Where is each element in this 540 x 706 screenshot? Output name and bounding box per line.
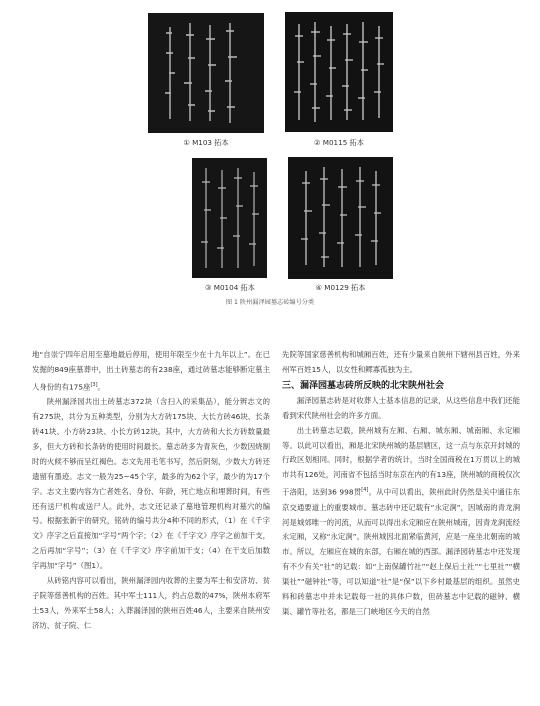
rubbing-texture — [148, 13, 264, 133]
rubbing-texture — [288, 157, 393, 279]
footnote-ref: [4] — [361, 487, 369, 494]
paragraph: 先院等国家慈善机构和城厢百姓，还有少量来自陕州下辖州县百姓，外来州军百姓15人，以女性和鳏寡孤独为主。 — [282, 350, 520, 374]
paragraph-text: 。从中可以看出，陕州此时仍然是关中通往东京交通要道上的重要城市。墓志砖中还记载有“永定涧”，因城南的青龙涧河是城郊唯一的河流，从而可以得出永定厢应在陕州城南，因青龙涧流经永定厢，又称“永定涧”。陕州城因北面紧临黄河，应是一座坐北朝南的城市。所以，左厢应在城的东部，右厢在城的西部。漏泽园砖墓志中还发现有不少有关“社”的记载：如“上南保罐竹社”“赵上保后土社”“七里社”“横渠社”“磁钟社”等，可以知道“社”是“保”以下乡村最基层的组织。虽然史料和砖墓志中并未记载每一社的具体户数，但砖墓志中记载的磁钟、横渠、罐竹等社名，都是三门峡地区今天的自然 — [282, 487, 520, 616]
figure-caption-1: ① M103 拓本 — [183, 138, 229, 147]
paragraph: 从砖铭内容可以看出，陕州漏泽园内收葬的主要为军士和安济坊、贫子院等慈善机构的百姓。其中军士111人，约占总数的47%，陕州本府军士53人，外来军士58人；入葬漏泽园的陕州百姓46人，主要来自陕州安济坊、贫子院、仁 — [32, 576, 270, 630]
figure-caption-2: ② M0115 拓本 — [314, 138, 364, 147]
paragraph: 地“自崇宁四年启用至墓地最后停用，使用年限至少在十九年以上”。在已发掘的849座墓葬中，出土砖墓志的有238座，通过砖墓志能够断定墓主人身份的有175座[3]。 — [32, 350, 270, 392]
paragraph-text: 出土砖墓志记载，陕州城有左厢、右厢、城东厢、城南厢、永定厢等。以此可以看出，厢是北宋陕州城的基层辖区，这一点与东京开封城的行政区划相同。同时，根据学者的统计，当时全国商税在1万贯以上的城市共有126处，河南省不包括当时东京在内的有13座，陕州城的商税仅次于洛阳，达到36 998贯 — [282, 425, 520, 497]
paragraph: 陕州漏泽园共出土砖墓志372块（含扫入的采集品），能分辨志文的有275块，共分为五种类型，分别为大方砖175块、大长方砖46块、长条砖41块、小方砖23块、小长方砖12块。其中，大方砖和大长方砖数量最多，但大方砖和长条砖的使用时间最长。墓志砖多为青灰色，少数因烧制时的火候不够而呈红褐色。志文先用毛笔书写，然后阴刻，少数大方砖还遗留有墨迹。志文一般为25~45个字，最多的为62个字，最少的为17个字。志文主要内容为亡者姓名、身份、年龄，死亡地点和埋葬时间，有些还有送尸机构或送尸人。此外，志文还记录了墓地管理机构对墓穴的编号。根据张新宇的研究，铭砖的编号共分4种不同的形式，（1）在《千字文》序字之后直接加“字号”两个字；（2）在《千字文》序字之前加干支，之后再加“字号”；（3）在《千字文》序字前加干支；（4）在干支后加数字再加“字号”（图1）。 — [32, 397, 270, 571]
paragraph-text: 地“自崇宁四年启用至墓地最后停用，使用年限至少在十九年以上”。在已发掘的849座墓葬中，出土砖墓志的有238座，通过砖墓志能够断定墓主人身份的有175座 — [32, 350, 270, 392]
figure-caption-4: ④ M0129 拓本 — [315, 283, 366, 292]
paragraph: 漏泽园墓志砖是对收葬人士基本信息的记录，从这些信息中我们还能看到宋代陕州社会的许多方面。 — [282, 395, 520, 420]
footnote-ref: [3] — [90, 381, 98, 388]
right-column — [282, 348, 520, 620]
paragraph — [282, 424, 520, 620]
left-column — [32, 348, 270, 634]
rubbing-m0104 — [192, 158, 267, 278]
rubbing-m103 — [148, 13, 264, 133]
rubbing-texture — [285, 12, 393, 132]
rubbing-m0129 — [288, 157, 393, 279]
rubbing-texture — [192, 158, 267, 278]
section-heading: 三、漏泽园墓志砖所反映的北宋陕州社会 — [282, 380, 445, 391]
rubbing-m0115 — [285, 12, 393, 132]
figure-title: 图 1 陕州漏泽园墓志砖编号分类 — [225, 299, 315, 306]
figure-caption-3: ③ M0104 拓本 — [205, 283, 255, 292]
